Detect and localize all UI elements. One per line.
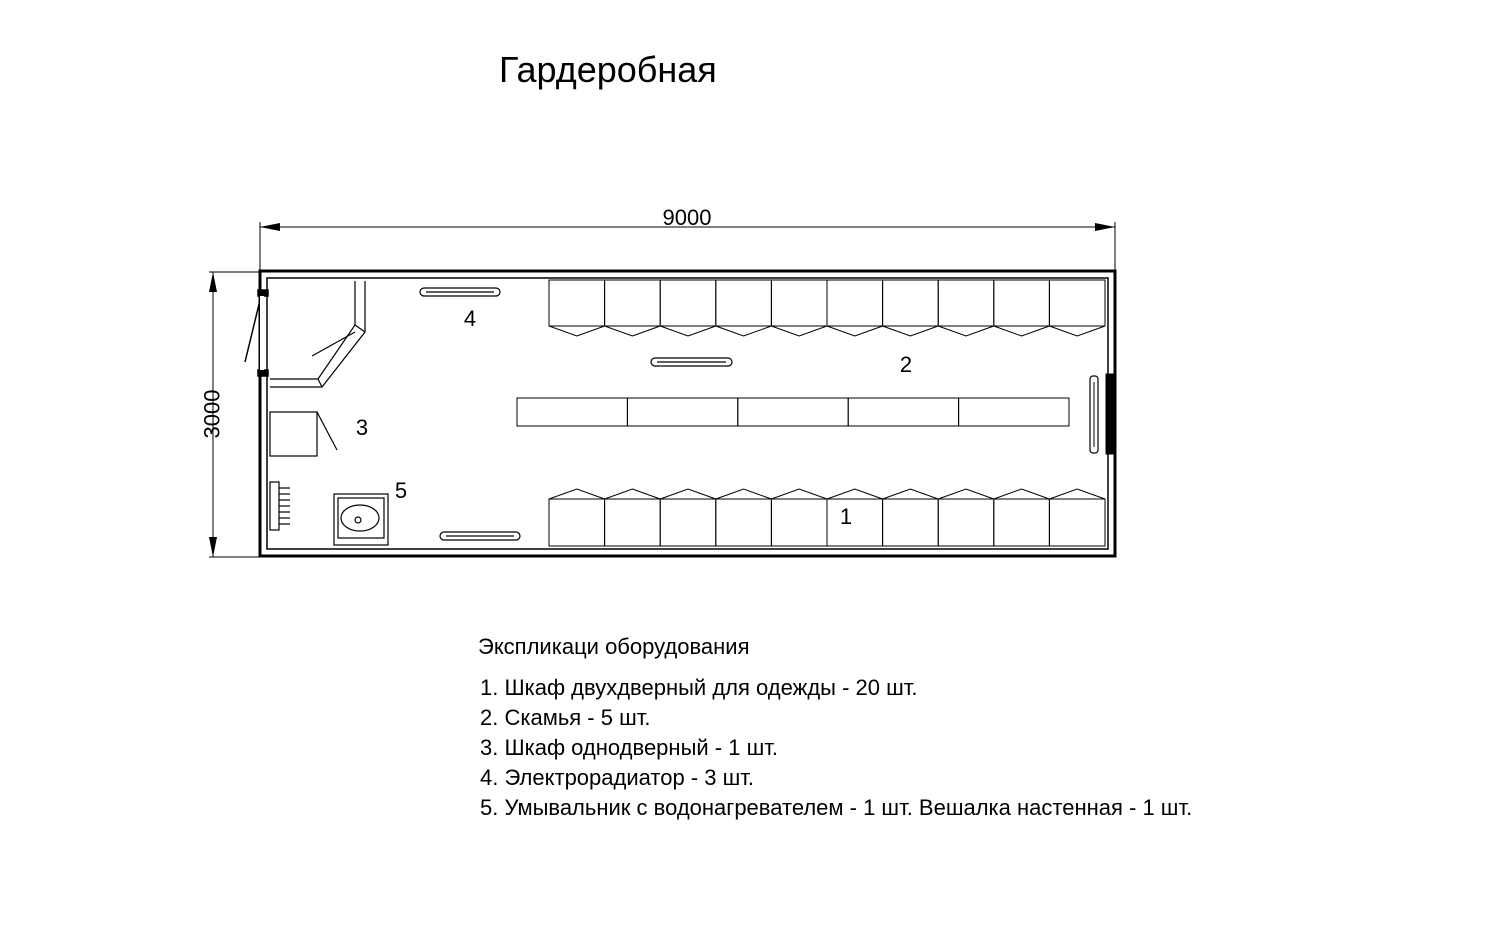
single-door-cabinet: [270, 412, 337, 456]
wardrobe: [994, 280, 1050, 336]
wardrobe: [771, 280, 827, 336]
dimension-length-label: 9000: [662, 205, 712, 230]
wardrobe: [549, 489, 605, 546]
bench: [848, 398, 958, 426]
explication-item: 4. Электрорадиатор - 3 шт.: [480, 765, 754, 790]
equipment-explication: [478, 633, 1192, 823]
wardrobe: [883, 489, 939, 546]
wardrobe: [883, 280, 939, 336]
marker-5: 5: [394, 478, 408, 503]
wardrobe: [1049, 280, 1105, 336]
radiator-bottom: [440, 532, 520, 540]
marker-2: 2: [899, 352, 913, 377]
explication-item: 5. Умывальник с водонагревателем - 1 шт. Вешалка настенная - 1 шт.: [480, 795, 1193, 820]
wardrobe: [994, 489, 1050, 546]
wardrobe: [938, 280, 994, 336]
explication-item: 3. Шкаф однодверный - 1 шт.: [480, 735, 778, 760]
wardrobe: [716, 280, 772, 336]
entrance-door: [245, 290, 268, 376]
wardrobes-top-row: [549, 280, 1105, 336]
bench: [517, 398, 627, 426]
radiator-middle: [651, 358, 732, 366]
radiator-top: [420, 288, 500, 296]
dimension-width-label: 3000: [199, 389, 225, 439]
explication-item: 1. Шкаф двухдверный для одежды - 20 шт.: [480, 675, 918, 700]
wardrobe: [660, 489, 716, 546]
wardrobe: [716, 489, 772, 546]
wardrobe: [827, 280, 883, 336]
washbasin: [334, 494, 388, 545]
wardrobe: [605, 489, 661, 546]
bench: [959, 398, 1069, 426]
wardrobe: [1049, 489, 1105, 546]
window: [1090, 374, 1115, 454]
bench: [738, 398, 848, 426]
wardrobe: [827, 489, 883, 546]
wardrobes-bottom-row: [549, 489, 1105, 546]
wardrobe: [660, 280, 716, 336]
bench: [627, 398, 737, 426]
explication-heading: Экспликаци оборудования: [478, 634, 750, 659]
benches-row: [517, 398, 1069, 426]
wardrobe: [771, 489, 827, 546]
inner-wall: [267, 278, 1108, 549]
marker-3: 3: [355, 415, 369, 440]
wardrobe: [605, 280, 661, 336]
wall-hanger: [270, 281, 365, 387]
plan-title: Гардеробная: [499, 49, 717, 90]
wardrobe: [938, 489, 994, 546]
explication-item: 2. Скамья - 5 шт.: [480, 705, 651, 730]
marker-4: 4: [463, 306, 477, 331]
wall-radiator: [270, 482, 290, 530]
wardrobe: [549, 280, 605, 336]
marker-1: 1: [839, 504, 853, 529]
